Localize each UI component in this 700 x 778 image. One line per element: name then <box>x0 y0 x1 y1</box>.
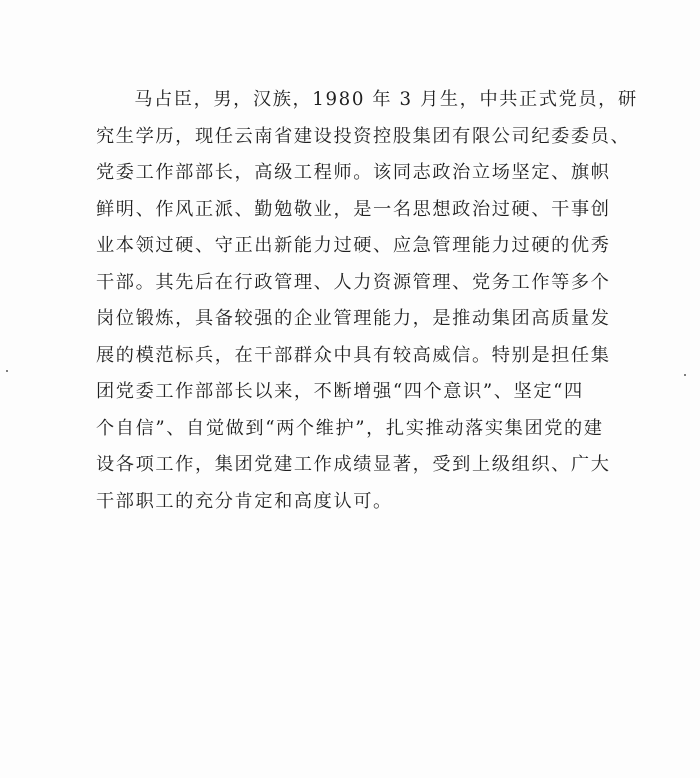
document-body <box>96 82 638 520</box>
paragraph-line-5: 业本领过硬、守正出新能力过硬、应急管理能力过硬的优秀 <box>96 235 611 256</box>
scan-speck <box>684 374 686 376</box>
paragraph-line-2: 究生学历，现任云南省建设投资控股集团有限公司纪委委员、 <box>96 125 631 147</box>
paragraph-line-1: 马占臣，男，汉族，1980 年 3 月生，中共正式党员，研 <box>134 89 638 110</box>
paragraph-line-4: 鲜明、作风正派、勤勉敬业，是一名思想政治过硬、干事创 <box>96 198 611 220</box>
paragraph-line-11: 设各项工作，集团党建工作成绩显著，受到上级组织、广大 <box>96 454 611 475</box>
paragraph-line-8: 展的模范标兵，在干部群众中具有较高威信。特别是担任集 <box>96 344 611 366</box>
scan-speck <box>6 370 8 372</box>
paragraph-line-10: 个自信”、自觉做到“两个维护”，扎实推动落实集团党的建 <box>96 417 604 439</box>
paragraph-line-7: 岗位锻炼，具备较强的企业管理能力，是推动集团高质量发 <box>96 308 611 329</box>
paragraph-line-12: 干部职工的充分肯定和高度认可。 <box>96 490 393 512</box>
paragraph-line-6: 干部。其先后在行政管理、人力资源管理、党务工作等多个 <box>96 271 611 293</box>
paragraph-line-9: 团党委工作部部长以来，不断增强“四个意识”、坚定“四 <box>96 381 584 402</box>
paragraph-line-3: 党委工作部部长，高级工程师。该同志政治立场坚定、旗帜 <box>96 162 611 183</box>
